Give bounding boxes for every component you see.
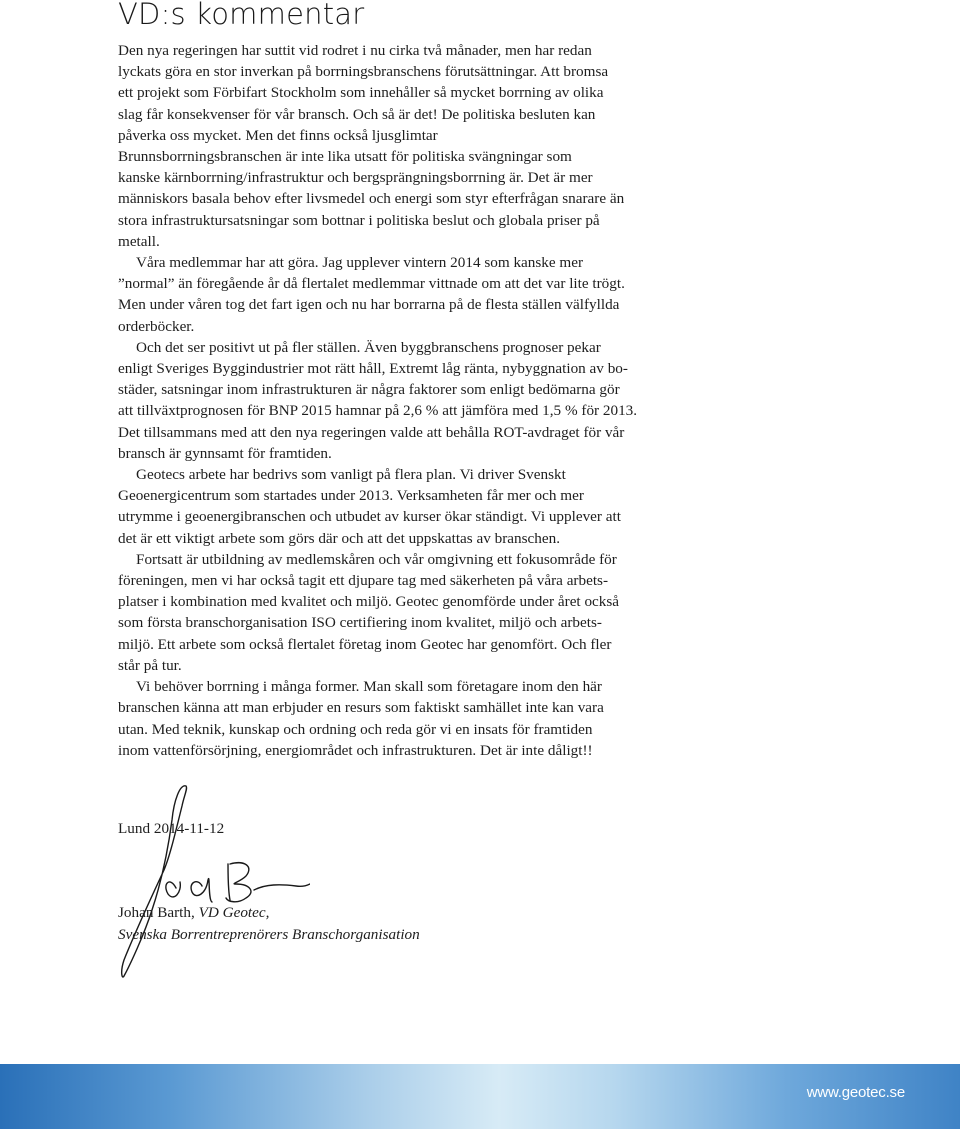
signer-role: VD Geotec, — [198, 904, 270, 921]
article-body — [118, 40, 673, 761]
paragraph: Geotecs arbete har bedrivs som vanligt på flera plan. Vi driver Svenskt Geoenergicentrum som startades under 2013. Verksamheten får mer och mer utrymme i geoenergibranschen och utbudet av kurser ökar ständigt. Vi upplever att det är ett viktigt arbete som görs där och att det uppskattas av branschen. — [118, 466, 621, 547]
footer-website-link[interactable]: www.geotec.se — [806, 1084, 905, 1101]
signature-block — [118, 902, 420, 945]
paragraph: Brunnsborrningsbranschen är inte lika utsatt för politiska svängningar som kanske kärnborrning/infrastruktur och bergsprängningsborrning är. Det är mer människors basala behov efter livsmedel och energi som styr efterfrågan snarare än stora infrastruktursatsningar som bottnar i politiska beslut och globala priser på metall. — [118, 148, 625, 250]
signer-organisation: Svenska Borrentreprenörers Branschorganisation — [118, 925, 420, 943]
paragraph: Vi behöver borrning i många former. Man skall som företagare inom den här branschen känna att man erbjuder en resurs som faktiskt samhället inte kan vara utan. Med teknik, kunskap och ordning och reda gör vi en insats för framtiden inom vattenförsörjning, energiområdet och infrastrukturen. Det är inte dåligt!! — [118, 678, 604, 759]
page-title: VD:s kommentar — [118, 0, 365, 31]
paragraph: Den nya regeringen har suttit vid rodret i nu cirka två månader, men har redan lyckats göra en stor inverkan på borrningsbranschens förutsättningar. Att bromsa ett projekt som Förbifart Stockholm som innehåller så mycket borrning av olika slag får konsekvenser för vår bransch. Och så är det! De politiska besluten kan påverka oss mycket. Men det finns också ljusglimtar — [118, 42, 609, 144]
footer-band — [0, 1064, 960, 1129]
signature-date: Lund 2014-11-12 — [118, 820, 225, 837]
handwritten-signature-icon — [110, 780, 310, 990]
paragraph: Våra medlemmar har att göra. Jag upplever vintern 2014 som kanske mer ”normal” än föregående år då flertalet medlemmar vittnade om att det var lite trögt. Men under våren tog det fart igen och nu har borrarna på de flesta ställen välfyllda orderböcker. — [118, 254, 625, 335]
paragraph: Och det ser positivt ut på fler ställen. Även byggbranschens prognoser pekar enligt Sveriges Byggindustrier mot rätt håll, Extremt låg ränta, nybyggnation av bo- städer, satsningar inom infrastrukturen är några faktorer som enligt bedömarna gör att tillväxtprognosen för BNP 2015 hamnar på 2,6 % att jämföra med 1,5 % för 2013. Det tillsammans med att den nya regeringen valde att behålla ROT-avdraget för vår bransch är gynnsamt för framtiden. — [118, 338, 638, 462]
signer-name: Johan Barth, — [118, 904, 199, 921]
paragraph: Fortsatt är utbildning av medlemskåren och vår omgivning ett fokusområde för föreningen, men vi har också tagit ett djupare tag med säkerheten på våra arbets- platser i kombination med kvalitet och miljö. Geotec genomförde under året också som första branschorganisation ISO certifiering inom kvalitet, miljö och arbets- miljö. Ett arbete som också flertalet företag inom Geotec har genomfört. Och fler står på tur. — [118, 550, 620, 674]
